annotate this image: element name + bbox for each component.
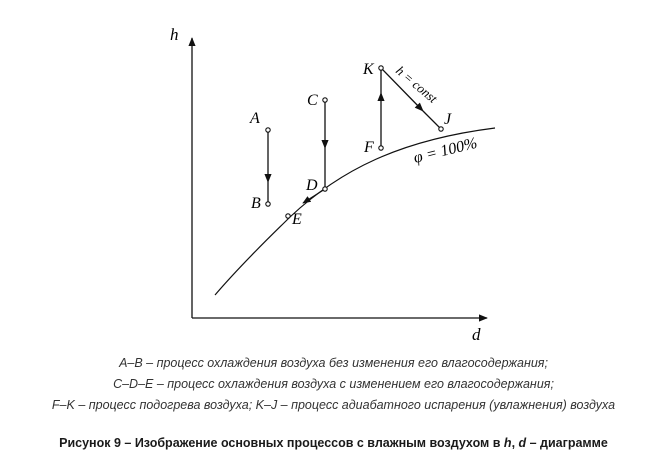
point-k [379, 66, 383, 70]
point-c [323, 98, 327, 102]
label-b: B [251, 195, 261, 212]
label-c: C [307, 92, 318, 109]
process-kj-tail [423, 111, 441, 129]
label-e: E [292, 211, 302, 228]
caption-block [0, 353, 667, 416]
label-k: K [363, 61, 374, 78]
saturation-label: φ = 100% [411, 134, 480, 167]
h-const-label: h = const [393, 62, 441, 106]
point-f [379, 146, 383, 150]
label-j: J [444, 111, 452, 128]
caption-ab: A–B – процесс охлаждения воздуха без изменения его влагосодержания; [119, 356, 548, 370]
point-a [266, 128, 270, 132]
point-e [286, 214, 290, 218]
d-axis-label: d [472, 325, 481, 340]
figure-title-h: h [503, 436, 512, 450]
figure-title [0, 436, 667, 450]
figure-title-suffix: – диаграмме [526, 436, 608, 450]
label-d: D [306, 177, 318, 194]
figure-title-prefix: Рисунок 9 – Изображение основных процессов с влажным воздухом в [59, 436, 504, 450]
caption-cde: C–D–E – процесс охлаждения воздуха с изменением его влагосодержания; [113, 377, 554, 391]
point-j [439, 127, 443, 131]
figure-title-d: d [518, 436, 527, 450]
caption-fkj: F–K – процесс подогрева воздуха; K–J – процесс адиабатного испарения (увлажнения) воздуха [51, 398, 616, 412]
figure-title-sep: , [511, 436, 519, 450]
point-b [266, 202, 270, 206]
label-f: F [364, 139, 374, 156]
label-a: A [250, 110, 260, 127]
h-axis-label: h [170, 25, 179, 44]
point-d [323, 187, 327, 191]
